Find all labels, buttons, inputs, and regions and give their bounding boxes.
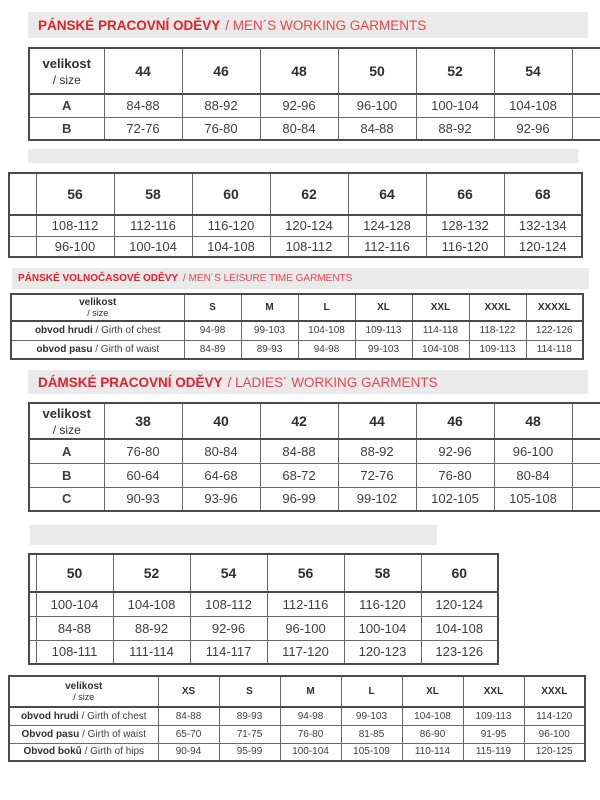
size-label-header	[9, 676, 158, 707]
size-value-cell: 99-103	[355, 340, 412, 359]
size-value-cell: 100-104	[114, 236, 192, 257]
measure-label-czech: obvod hrudi	[34, 325, 93, 337]
size-value-cell: 112-116	[348, 236, 426, 257]
size-value-cell: 104-108	[412, 340, 469, 359]
measure-label-english: / Girth of waist	[82, 728, 146, 740]
size-value-cell: 109-113	[355, 321, 412, 340]
measure-label-czech: obvod hrudi	[20, 710, 79, 722]
size-value-cell: 76-80	[280, 725, 341, 743]
size-value-cell: 84-88	[104, 94, 182, 117]
size-value-cell: 96-100	[338, 94, 416, 117]
table-row	[29, 117, 600, 140]
size-sublabel: / size	[87, 307, 109, 318]
size-label-header	[29, 403, 104, 439]
size-value-cell: 104-108	[402, 707, 463, 725]
size-column-header: 44	[338, 403, 416, 439]
table-row	[9, 236, 582, 257]
size-value-cell: 108-112	[36, 215, 114, 236]
divider-bar	[30, 525, 437, 545]
size-value-cell: 60-64	[104, 463, 182, 487]
size-value-cell: 96-100	[494, 439, 572, 463]
size-value-cell: 104-108	[298, 321, 355, 340]
table-row	[29, 616, 498, 640]
row-label	[9, 725, 158, 743]
size-value-cell: 120-124	[421, 592, 498, 616]
size-value-cell: 84-88	[260, 439, 338, 463]
size-value-cell: 108-111	[36, 640, 113, 664]
size-column-header: S	[184, 294, 241, 321]
size-value-cell: 96-99	[260, 487, 338, 511]
mens-working-sizes-table-2	[8, 172, 583, 258]
size-column-header: 52	[113, 554, 190, 592]
section-title-english: / LADIES´ WORKING GARMENTS	[227, 374, 438, 390]
measure-label-english: / Girth of hips	[84, 746, 145, 758]
size-value-cell: 90-94	[158, 743, 219, 761]
size-value-cell: 109-113	[463, 707, 524, 725]
size-column-header: 56	[267, 554, 344, 592]
size-value-cell: 116-120	[426, 236, 504, 257]
velikost-label: velikost	[42, 406, 91, 421]
table-row	[11, 340, 583, 359]
size-value-cell: 118-122	[469, 321, 526, 340]
size-column-header: 40	[182, 403, 260, 439]
size-value-cell: 111-114	[113, 640, 190, 664]
size-value-cell: 104-108	[113, 592, 190, 616]
size-value-cell: 88-92	[182, 94, 260, 117]
size-column-header: 50	[338, 48, 416, 94]
size-column-header: 64	[348, 173, 426, 215]
clipped-column-cell	[9, 215, 36, 236]
row-label	[11, 340, 184, 359]
table-row	[9, 725, 585, 743]
size-column-header: S	[219, 676, 280, 707]
table-row	[29, 439, 600, 463]
size-value-cell: 86-90	[402, 725, 463, 743]
size-value-cell: 99-102	[338, 487, 416, 511]
row-label: A	[29, 94, 104, 117]
size-column-header: 66	[426, 173, 504, 215]
size-column-header: M	[241, 294, 298, 321]
size-value-cell: 72-76	[104, 117, 182, 140]
size-value-cell: 94-98	[298, 340, 355, 359]
measure-label-czech: obvod pasu	[36, 343, 93, 355]
section-title-czech: PÁNSKÉ PRACOVNÍ ODĚVY	[38, 17, 221, 33]
size-value-cell: 105-108	[494, 487, 572, 511]
clipped-column-cell	[9, 173, 36, 215]
size-value-cell: 114-118	[526, 340, 583, 359]
size-value-cell: 84-88	[158, 707, 219, 725]
mens-working-sizes-table-1	[28, 47, 600, 141]
size-value-cell: 96-100	[267, 616, 344, 640]
size-value-cell: 128-132	[426, 215, 504, 236]
size-column-header: 58	[114, 173, 192, 215]
size-value-cell: 132-134	[504, 215, 582, 236]
size-value-cell: 84-89	[184, 340, 241, 359]
size-column-header: XXL	[412, 294, 469, 321]
size-column-header: 62	[270, 173, 348, 215]
size-value-cell: 116-120	[192, 215, 270, 236]
size-column-header: XL	[402, 676, 463, 707]
table-row	[29, 463, 600, 487]
size-value-cell: 92-96	[190, 616, 267, 640]
row-label	[9, 743, 158, 761]
size-value-cell: 114-118	[412, 321, 469, 340]
size-column-header: 46	[416, 403, 494, 439]
size-value-cell: 89-93	[241, 340, 298, 359]
size-value-cell: 80-84	[182, 439, 260, 463]
size-value-cell: 102-105	[416, 487, 494, 511]
size-value-cell: 112-116	[114, 215, 192, 236]
section-header-mens-working	[28, 12, 588, 38]
measure-label-english: / Girth of waist	[95, 343, 160, 355]
size-column-header: 44	[104, 48, 182, 94]
size-value-cell: 100-104	[416, 94, 494, 117]
size-value-cell: 120-124	[270, 215, 348, 236]
size-value-cell: 99-103	[341, 707, 402, 725]
velikost-label: velikost	[79, 296, 117, 308]
size-value-cell: 72-76	[338, 463, 416, 487]
size-value-cell: 81-85	[341, 725, 402, 743]
size-column-header: 54	[190, 554, 267, 592]
size-value-cell: 100-104	[344, 616, 421, 640]
ladies-working-sizes-table-2	[28, 553, 499, 665]
size-column-header: 46	[182, 48, 260, 94]
clipped-column-cell	[572, 94, 600, 117]
size-value-cell: 65-70	[158, 725, 219, 743]
size-value-cell: 123-126	[421, 640, 498, 664]
size-value-cell: 89-93	[219, 707, 280, 725]
size-value-cell: 90-93	[104, 487, 182, 511]
size-value-cell: 108-112	[190, 592, 267, 616]
table-row	[29, 94, 600, 117]
size-value-cell: 116-120	[344, 592, 421, 616]
size-column-header: 56	[36, 173, 114, 215]
section-title-czech: DÁMSKÉ PRACOVNÍ ODĚVY	[38, 374, 223, 390]
size-value-cell: 96-100	[524, 725, 585, 743]
size-value-cell: 94-98	[184, 321, 241, 340]
size-value-cell: 114-120	[524, 707, 585, 725]
size-sublabel: / size	[52, 73, 81, 87]
size-column-header: 48	[260, 48, 338, 94]
size-column-header: XXXXL	[526, 294, 583, 321]
size-value-cell: 110-114	[402, 743, 463, 761]
size-value-cell: 64-68	[182, 463, 260, 487]
size-value-cell: 108-112	[270, 236, 348, 257]
section-title-czech: PÁNSKÉ VOLNOČASOVÉ ODĚVY	[18, 273, 179, 284]
row-label: C	[29, 487, 104, 511]
row-label	[11, 321, 184, 340]
section-title-english: / MEN´S LEISURE TIME GARMENTS	[183, 273, 353, 284]
clipped-column-cell	[572, 487, 600, 511]
size-column-header: 54	[494, 48, 572, 94]
size-column-header: 38	[104, 403, 182, 439]
size-value-cell: 68-72	[260, 463, 338, 487]
size-value-cell: 117-120	[267, 640, 344, 664]
size-value-cell: 84-88	[338, 117, 416, 140]
row-label: A	[29, 439, 104, 463]
size-column-header: XXXL	[469, 294, 526, 321]
velikost-label: velikost	[42, 56, 91, 71]
ladies-working-sizes-table-1	[28, 402, 600, 512]
clipped-column-cell	[572, 403, 600, 439]
clipped-column-cell	[29, 592, 36, 616]
divider-bar	[28, 149, 578, 163]
size-value-cell: 92-96	[494, 117, 572, 140]
clipped-column-cell	[29, 640, 36, 664]
size-value-cell: 88-92	[416, 117, 494, 140]
size-value-cell: 120-124	[504, 236, 582, 257]
size-column-header: XXXL	[524, 676, 585, 707]
size-value-cell: 92-96	[260, 94, 338, 117]
size-column-header: XS	[158, 676, 219, 707]
size-column-header: 50	[36, 554, 113, 592]
clipped-column-cell	[572, 117, 600, 140]
size-value-cell: 124-128	[348, 215, 426, 236]
size-column-header: 42	[260, 403, 338, 439]
section-header-mens-leisure	[12, 268, 589, 289]
size-value-cell: 76-80	[416, 463, 494, 487]
clipped-column-cell	[29, 616, 36, 640]
size-sublabel: / size	[52, 423, 81, 437]
size-value-cell: 92-96	[416, 439, 494, 463]
clipped-column-cell	[572, 439, 600, 463]
size-value-cell: 93-96	[182, 487, 260, 511]
size-column-header: L	[298, 294, 355, 321]
row-label: B	[29, 463, 104, 487]
size-value-cell: 104-108	[494, 94, 572, 117]
clipped-column-cell	[9, 236, 36, 257]
size-value-cell: 105-109	[341, 743, 402, 761]
size-value-cell: 96-100	[36, 236, 114, 257]
row-label	[9, 707, 158, 725]
table-row	[29, 487, 600, 511]
table-row	[29, 640, 498, 664]
size-value-cell: 120-125	[524, 743, 585, 761]
measure-label-english: / Girth of chest	[81, 710, 147, 722]
size-column-header: 52	[416, 48, 494, 94]
size-value-cell: 94-98	[280, 707, 341, 725]
clipped-column-cell	[572, 463, 600, 487]
velikost-label: velikost	[65, 680, 103, 692]
size-column-header: M	[280, 676, 341, 707]
size-value-cell: 114-117	[190, 640, 267, 664]
size-value-cell: 120-123	[344, 640, 421, 664]
table-row	[11, 321, 583, 340]
size-value-cell: 104-108	[192, 236, 270, 257]
section-title-english: / MEN´S WORKING GARMENTS	[225, 17, 427, 33]
clipped-column-cell	[572, 48, 600, 94]
size-value-cell: 115-119	[463, 743, 524, 761]
size-label-header	[29, 48, 104, 94]
size-value-cell: 100-104	[36, 592, 113, 616]
size-value-cell: 88-92	[338, 439, 416, 463]
size-column-header: 48	[494, 403, 572, 439]
size-value-cell: 100-104	[280, 743, 341, 761]
size-column-header: 60	[421, 554, 498, 592]
size-value-cell: 122-126	[526, 321, 583, 340]
size-value-cell: 76-80	[182, 117, 260, 140]
row-label: B	[29, 117, 104, 140]
size-column-header: L	[341, 676, 402, 707]
clipped-column-cell	[29, 554, 36, 592]
size-value-cell: 104-108	[421, 616, 498, 640]
table-row	[29, 592, 498, 616]
measure-label-czech: Obvod boků	[23, 746, 82, 758]
size-value-cell: 95-99	[219, 743, 280, 761]
size-value-cell: 76-80	[104, 439, 182, 463]
size-value-cell: 80-84	[260, 117, 338, 140]
size-value-cell: 91-95	[463, 725, 524, 743]
size-value-cell: 71-75	[219, 725, 280, 743]
measure-label-english: / Girth of chest	[95, 325, 161, 337]
section-header-ladies-working	[28, 370, 588, 394]
ladies-measurements-table	[8, 675, 586, 762]
size-column-header: 68	[504, 173, 582, 215]
mens-leisure-sizes-table	[10, 293, 584, 360]
size-value-cell: 109-113	[469, 340, 526, 359]
size-label-header	[11, 294, 184, 321]
size-sublabel: / size	[73, 691, 95, 702]
table-row	[9, 707, 585, 725]
size-value-cell: 80-84	[494, 463, 572, 487]
size-value-cell: 112-116	[267, 592, 344, 616]
size-value-cell: 88-92	[113, 616, 190, 640]
size-column-header: XXL	[463, 676, 524, 707]
size-value-cell: 84-88	[36, 616, 113, 640]
size-column-header: 60	[192, 173, 270, 215]
size-value-cell: 99-103	[241, 321, 298, 340]
size-column-header: XL	[355, 294, 412, 321]
size-column-header: 58	[344, 554, 421, 592]
table-row	[9, 743, 585, 761]
table-row	[9, 215, 582, 236]
measure-label-czech: Obvod pasu	[21, 728, 80, 740]
